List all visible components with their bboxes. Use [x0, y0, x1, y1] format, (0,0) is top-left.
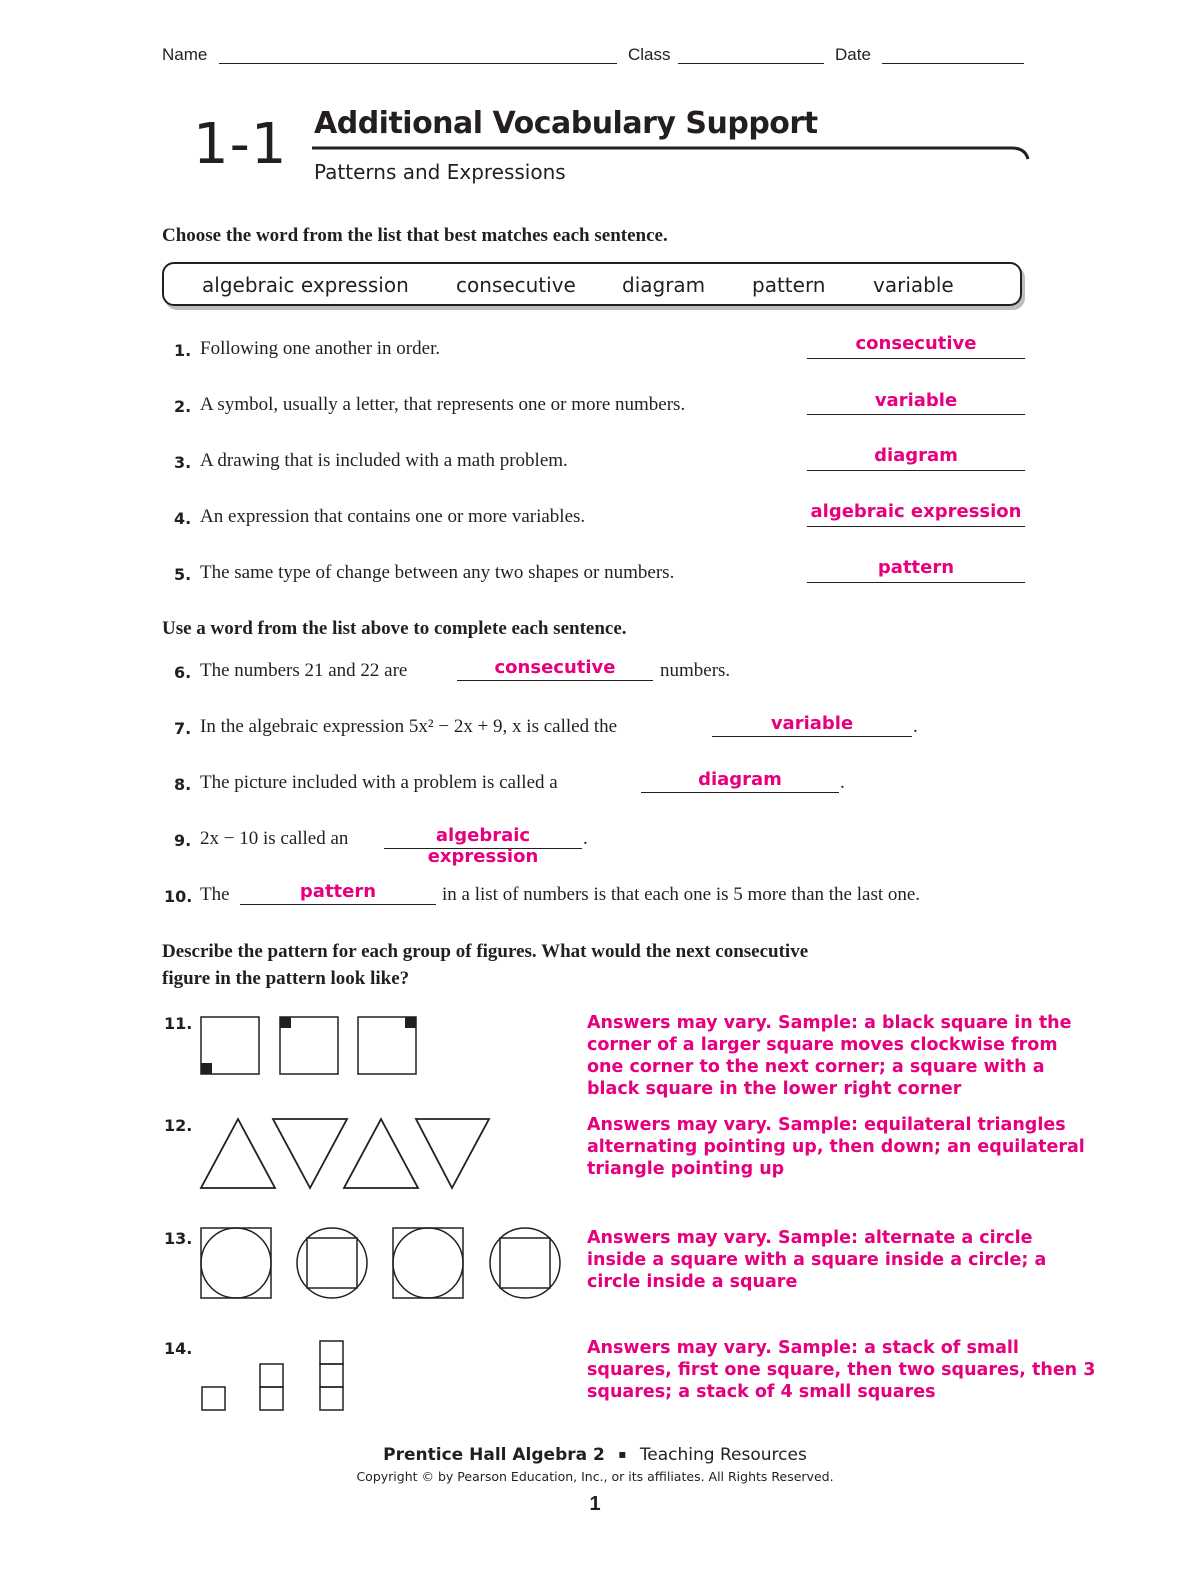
word-bank-item: algebraic expression	[202, 273, 409, 297]
blank-answer: diagram	[698, 769, 782, 790]
item-text: The same type of change between any two shapes or numbers.	[200, 562, 675, 583]
item-number: 2.	[174, 397, 192, 416]
figure-14-stacks	[195, 1334, 355, 1416]
item-text-after: .	[913, 716, 918, 737]
figure-11-squares	[195, 1012, 425, 1078]
word-bank-item: pattern	[752, 273, 826, 297]
sample-answer-11: Answers may vary. Sample: a black square in the corner of a larger square moves clockwise from one corner to the next corner; a square with a black square in the lower right corner	[587, 1013, 1072, 1099]
section2-instruction: Use a word from the list above to complete each sentence.	[162, 618, 627, 639]
item-text-after: numbers.	[660, 660, 731, 681]
item-text: A drawing that is included with a math problem.	[200, 450, 568, 471]
item-number: 14.	[164, 1339, 193, 1358]
item-text-after: .	[840, 772, 845, 793]
lesson-number: 1-1	[193, 112, 288, 177]
item-number: 5.	[174, 565, 192, 584]
answer-text: pattern	[877, 557, 955, 578]
name-line[interactable]	[219, 63, 617, 64]
answer-line[interactable]	[807, 582, 1025, 583]
date-line[interactable]	[882, 63, 1024, 64]
footer-copyright: Copyright © by Pearson Education, Inc., or its affiliates. All Rights Reserved.	[356, 1469, 834, 1484]
item-number: 11.	[164, 1014, 193, 1033]
item-number: 12.	[164, 1116, 193, 1135]
item-text-before: The numbers 21 and 22 are	[200, 660, 408, 681]
item-text: An expression that contains one or more variables.	[200, 506, 586, 527]
figure-13-circles-squares	[195, 1224, 565, 1302]
item-text-before: The	[200, 884, 230, 905]
item-text-before: The picture included with a problem is called a	[200, 772, 558, 793]
page-number: 1	[589, 1493, 601, 1515]
blank-line[interactable]	[712, 736, 912, 737]
answer-line[interactable]	[807, 470, 1025, 471]
word-bank-item: consecutive	[456, 273, 576, 297]
page-subtitle: Patterns and Expressions	[314, 160, 566, 184]
item-number: 4.	[174, 509, 192, 528]
sample-answer-14: Answers may vary. Sample: a stack of small squares, first one square, then two squares, then 3 squares; a stack of 4 small squares	[587, 1338, 1096, 1402]
item-text-after: in a list of numbers is that each one is 5 more than the last one.	[442, 884, 921, 905]
section3-instruction-line2: figure in the pattern look like?	[162, 968, 410, 989]
item-number: 3.	[174, 453, 192, 472]
answer-text: consecutive	[855, 333, 977, 354]
word-bank-item: variable	[873, 273, 954, 297]
footer-book: Prentice Hall Algebra 2	[383, 1445, 605, 1465]
class-line[interactable]	[678, 63, 824, 64]
item-number: 1.	[174, 341, 192, 360]
footer-resource: Teaching Resources	[639, 1445, 807, 1465]
footer-separator: ▪	[618, 1447, 627, 1461]
item-number: 10.	[164, 887, 193, 906]
name-label: Name	[162, 45, 208, 64]
item-text: A symbol, usually a letter, that represents one or more numbers.	[200, 394, 686, 415]
answer-line[interactable]	[807, 526, 1025, 527]
item-text-before: In the algebraic expression 5x² − 2x + 9, x is called the	[200, 716, 618, 737]
word-bank-item: diagram	[622, 273, 706, 297]
blank-answer: variable	[770, 713, 854, 734]
word-bank	[162, 262, 1022, 306]
blank-line[interactable]	[457, 680, 653, 681]
item-number: 13.	[164, 1229, 193, 1248]
item-number: 7.	[174, 719, 192, 738]
answer-line[interactable]	[807, 358, 1025, 359]
sample-answer-12: Answers may vary. Sample: equilateral triangles alternating pointing up, then down; an equilateral triangle pointing up	[587, 1115, 1085, 1179]
item-number: 8.	[174, 775, 192, 794]
item-text-after: .	[583, 828, 588, 849]
item-number: 9.	[174, 831, 192, 850]
blank-line[interactable]	[641, 792, 839, 793]
answer-text: algebraic expression	[810, 501, 1022, 522]
figure-12-triangles	[195, 1112, 495, 1194]
answer-text: variable	[874, 390, 958, 411]
item-number: 6.	[174, 663, 192, 682]
footer-title	[0, 1445, 1190, 1465]
answer-line[interactable]	[807, 414, 1025, 415]
class-label: Class	[628, 45, 671, 64]
blank-line[interactable]	[240, 904, 436, 905]
blank-answer: algebraic expression	[427, 825, 539, 867]
page-title: Additional Vocabulary Support	[314, 106, 818, 141]
item-text-before: 2x − 10 is called an	[200, 828, 349, 849]
sample-answer-13: Answers may vary. Sample: alternate a circle inside a square with a square inside a circle; a circle inside a square	[587, 1228, 1047, 1292]
section1-instruction: Choose the word from the list that best matches each sentence.	[162, 225, 668, 246]
section3-instruction-line1: Describe the pattern for each group of figures. What would the next consecutive	[162, 941, 809, 962]
blank-answer: pattern	[299, 881, 377, 902]
answer-text: diagram	[874, 445, 958, 466]
date-label: Date	[835, 45, 871, 64]
blank-answer: consecutive	[494, 657, 616, 678]
item-text: Following one another in order.	[200, 338, 441, 359]
